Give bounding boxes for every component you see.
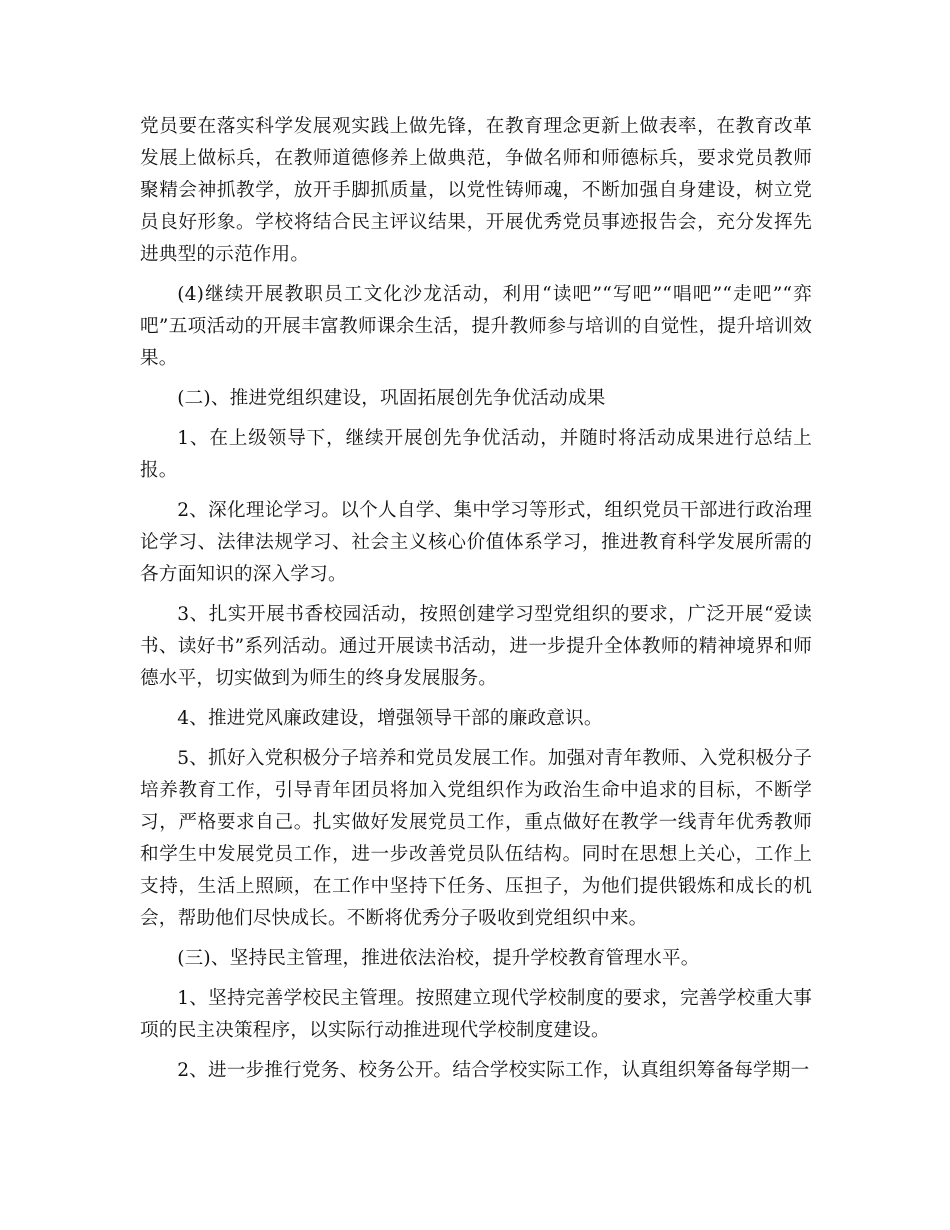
paragraph-item-1: 1、在上级领导下，继续开展创先争优活动，并随时将活动成果进行总结上报。 bbox=[140, 428, 812, 481]
document-body bbox=[140, 111, 812, 1095]
paragraph-management-item-1: 1、坚持完善学校民主管理。按照建立现代学校制度的要求，完善学校重大事项的民主决策程序，以实际行动推进现代学校制度建设。 bbox=[140, 988, 812, 1041]
paragraph-continuation: 党员要在落实科学发展观实践上做先锋，在教育理念更新上做表率，在教育改革发展上做标兵，在教师道德修养上做典范，争做名师和师德标兵，要求党员教师聚精会神抓教学，放开手脚抓质量，以党性铸师魂，不断加强自身建设，树立党员良好形象。学校将结合民主评议结果，开展优秀党员事迹报告会，充分发挥先进典型的示范作用。 bbox=[140, 116, 812, 265]
paragraph-item-5: 5、抓好入党积极分子培养和党员发展工作。加强对青年教师、入党积极分子培养教育工作，引导青年团员将加入党组织作为政治生命中追求的目标，不断学习，严格要求自己。扎实做好发展党员工作，重点做好在教学一线青年优秀教师和学生中发展党员工作，进一步改善党员队伍结构。同时在思想上关心，工作上支持，生活上照顾，在工作中坚持下任务、压担子，为他们提供锻炼和成长的机会，帮助他们尽快成长。不断将优秀分子吸收到党组织中来。 bbox=[140, 748, 812, 929]
paragraph-item-4: 4、推进党风廉政建设，增强领导干部的廉政意识。 bbox=[177, 708, 603, 729]
paragraph-management-item-2: 2、进一步推行党务、校务公开。结合学校实际工作，认真组织筹备每学期一 bbox=[177, 1060, 810, 1081]
paragraph-salon-activities: (4)继续开展教职员工文化沙龙活动，利用“读吧”“写吧”“唱吧”“走吧”“弈吧”五项活动的开展丰富教师课余生活，提升教师参与培训的自觉性，提升培训效果。 bbox=[140, 284, 812, 369]
paragraph-item-3: 3、扎实开展书香校园活动，按照创建学习型党组织的要求，广泛开展“爱读书、读好书”系列活动。通过开展读书活动，进一步提升全体教师的精神境界和师德水平，切实做到为师生的终身发展服务。 bbox=[140, 604, 812, 689]
section-heading-democratic-management: (三)、坚持民主管理，推进依法治校，提升学校教育管理水平。 bbox=[177, 948, 700, 969]
section-heading-party-building: (二)、推进党组织建设，巩固拓展创先争优活动成果 bbox=[177, 388, 606, 409]
paragraph-item-2: 2、深化理论学习。以个人自学、集中学习等形式，组织党员干部进行政治理论学习、法律法规学习、社会主义核心价值体系学习，推进教育科学发展所需的各方面知识的深入学习。 bbox=[140, 500, 812, 585]
